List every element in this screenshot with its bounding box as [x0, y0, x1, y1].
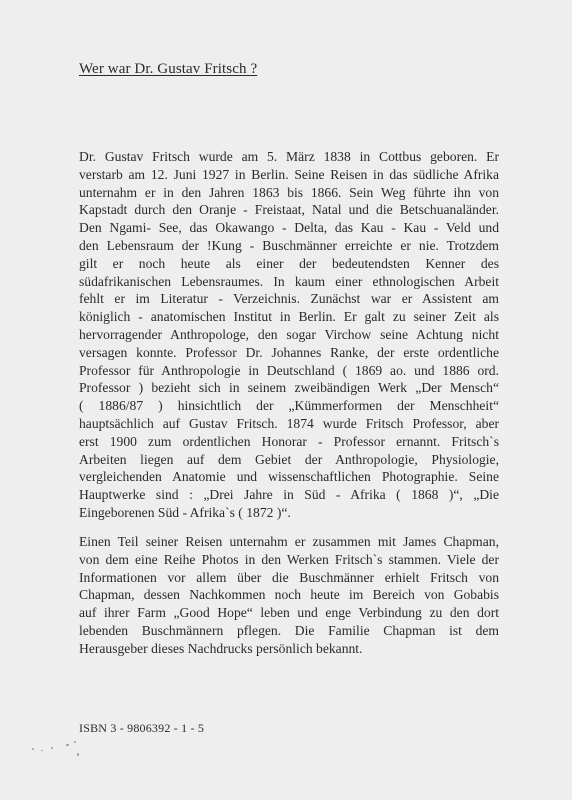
chapman-paragraph — [79, 533, 499, 658]
text-line: Professor für Anthropologie in Deutschland ( 1869 ao. und 1886 ord. — [79, 362, 499, 378]
text-line: den Lebensraum der !Kung - Buschmänner erreichte er nie. Trotzdem — [79, 237, 499, 253]
text-line: südafrikanischen Lebensraumes. In kaum einer ethnologischen Arbeit — [79, 273, 499, 289]
text-line: versagen konnte. Professor Dr. Johannes Ranke, der erste ordentliche — [79, 344, 499, 360]
text-line: auf ihrer Farm „Good Hope“ leben und enge Verbindung zu den dort — [79, 605, 499, 621]
text-line: Informationen vor allem über die Buschmänner erhielt Fritsch von — [79, 569, 499, 585]
text-line: Professor ) bezieht sich in seinem zweibändigen Werk „Der Mensch“ — [79, 380, 499, 396]
print-speck — [66, 744, 69, 746]
text-line: Eingeborenen Süd - Afrika`s ( 1872 )“. — [79, 504, 291, 520]
text-line: unternahm er in den Jahren 1863 bis 1866. Sein Weg führte ihn von — [79, 184, 499, 200]
page-heading: Wer war Dr. Gustav Fritsch ? — [79, 61, 258, 77]
text-line: ( 1886/87 ) hinsichtlich der „Kümmerformen der Menschheit“ — [79, 398, 499, 414]
text-line: hervorragender Anthropologe, den sogar Virchow seine Achtung nicht — [79, 326, 499, 342]
print-speck — [51, 747, 53, 749]
text-line: Kapstadt durch den Oranje - Freistaat, Natal und die Betschuanaländer. — [79, 202, 499, 218]
text-line: Chapman, dessen Nachkommen noch heute im Bereich von Gobabis — [79, 587, 499, 603]
text-line: gilt er noch heute als einer der bedeutendsten Kenner des — [79, 255, 499, 271]
text-line: Den Ngami- See, das Okawango - Delta, das Kau - Kau - Veld und — [79, 220, 499, 236]
text-line: von dem eine Reihe Photos in den Werken Fritsch`s stammen. Viele der — [79, 551, 499, 567]
text-line: fehlt er im Literatur - Verzeichnis. Zunächst war er Assistent am — [79, 291, 499, 307]
text-line: königlich - anatomischen Institut in Berlin. Er galt zu seiner Zeit als — [79, 309, 499, 325]
text-line: Herausgeber dieses Nachdrucks persönlich bekannt. — [79, 640, 363, 656]
print-speck — [74, 741, 76, 743]
text-line: Einen Teil seiner Reisen unternahm er zusammen mit James Chapman, — [79, 534, 499, 549]
isbn-number: ISBN 3 - 9806392 - 1 - 5 — [79, 721, 205, 735]
text-line: lebenden Buschmännern pflegen. Die Familie Chapman ist dem — [79, 622, 499, 638]
text-line: vergleichenden Anatomie und wissenschaftlichen Photographie. Seine — [79, 469, 499, 485]
text-line: Dr. Gustav Fritsch wurde am 5. März 1838 in Cottbus geboren. Er — [79, 149, 499, 164]
print-speck — [77, 753, 79, 756]
text-line: erst 1900 zum ordentlichen Honorar - Professor ernannt. Fritsch`s — [79, 433, 499, 449]
print-speck — [32, 748, 34, 750]
biography-paragraph — [79, 148, 499, 522]
print-speck — [41, 750, 43, 751]
text-line: hauptsächlich auf Gustav Fritsch. 1874 wurde Fritsch Professor, aber — [79, 415, 499, 431]
text-line: Hauptwerke sind : „Drei Jahre in Süd - Afrika ( 1868 )“, „Die — [79, 487, 499, 503]
text-line: verstarb am 12. Juni 1927 in Berlin. Seine Reisen in das südliche Afrika — [79, 166, 499, 182]
text-line: Arbeiten liegen auf dem Gebiet der Anthropologie, Physiologie, — [79, 451, 499, 467]
